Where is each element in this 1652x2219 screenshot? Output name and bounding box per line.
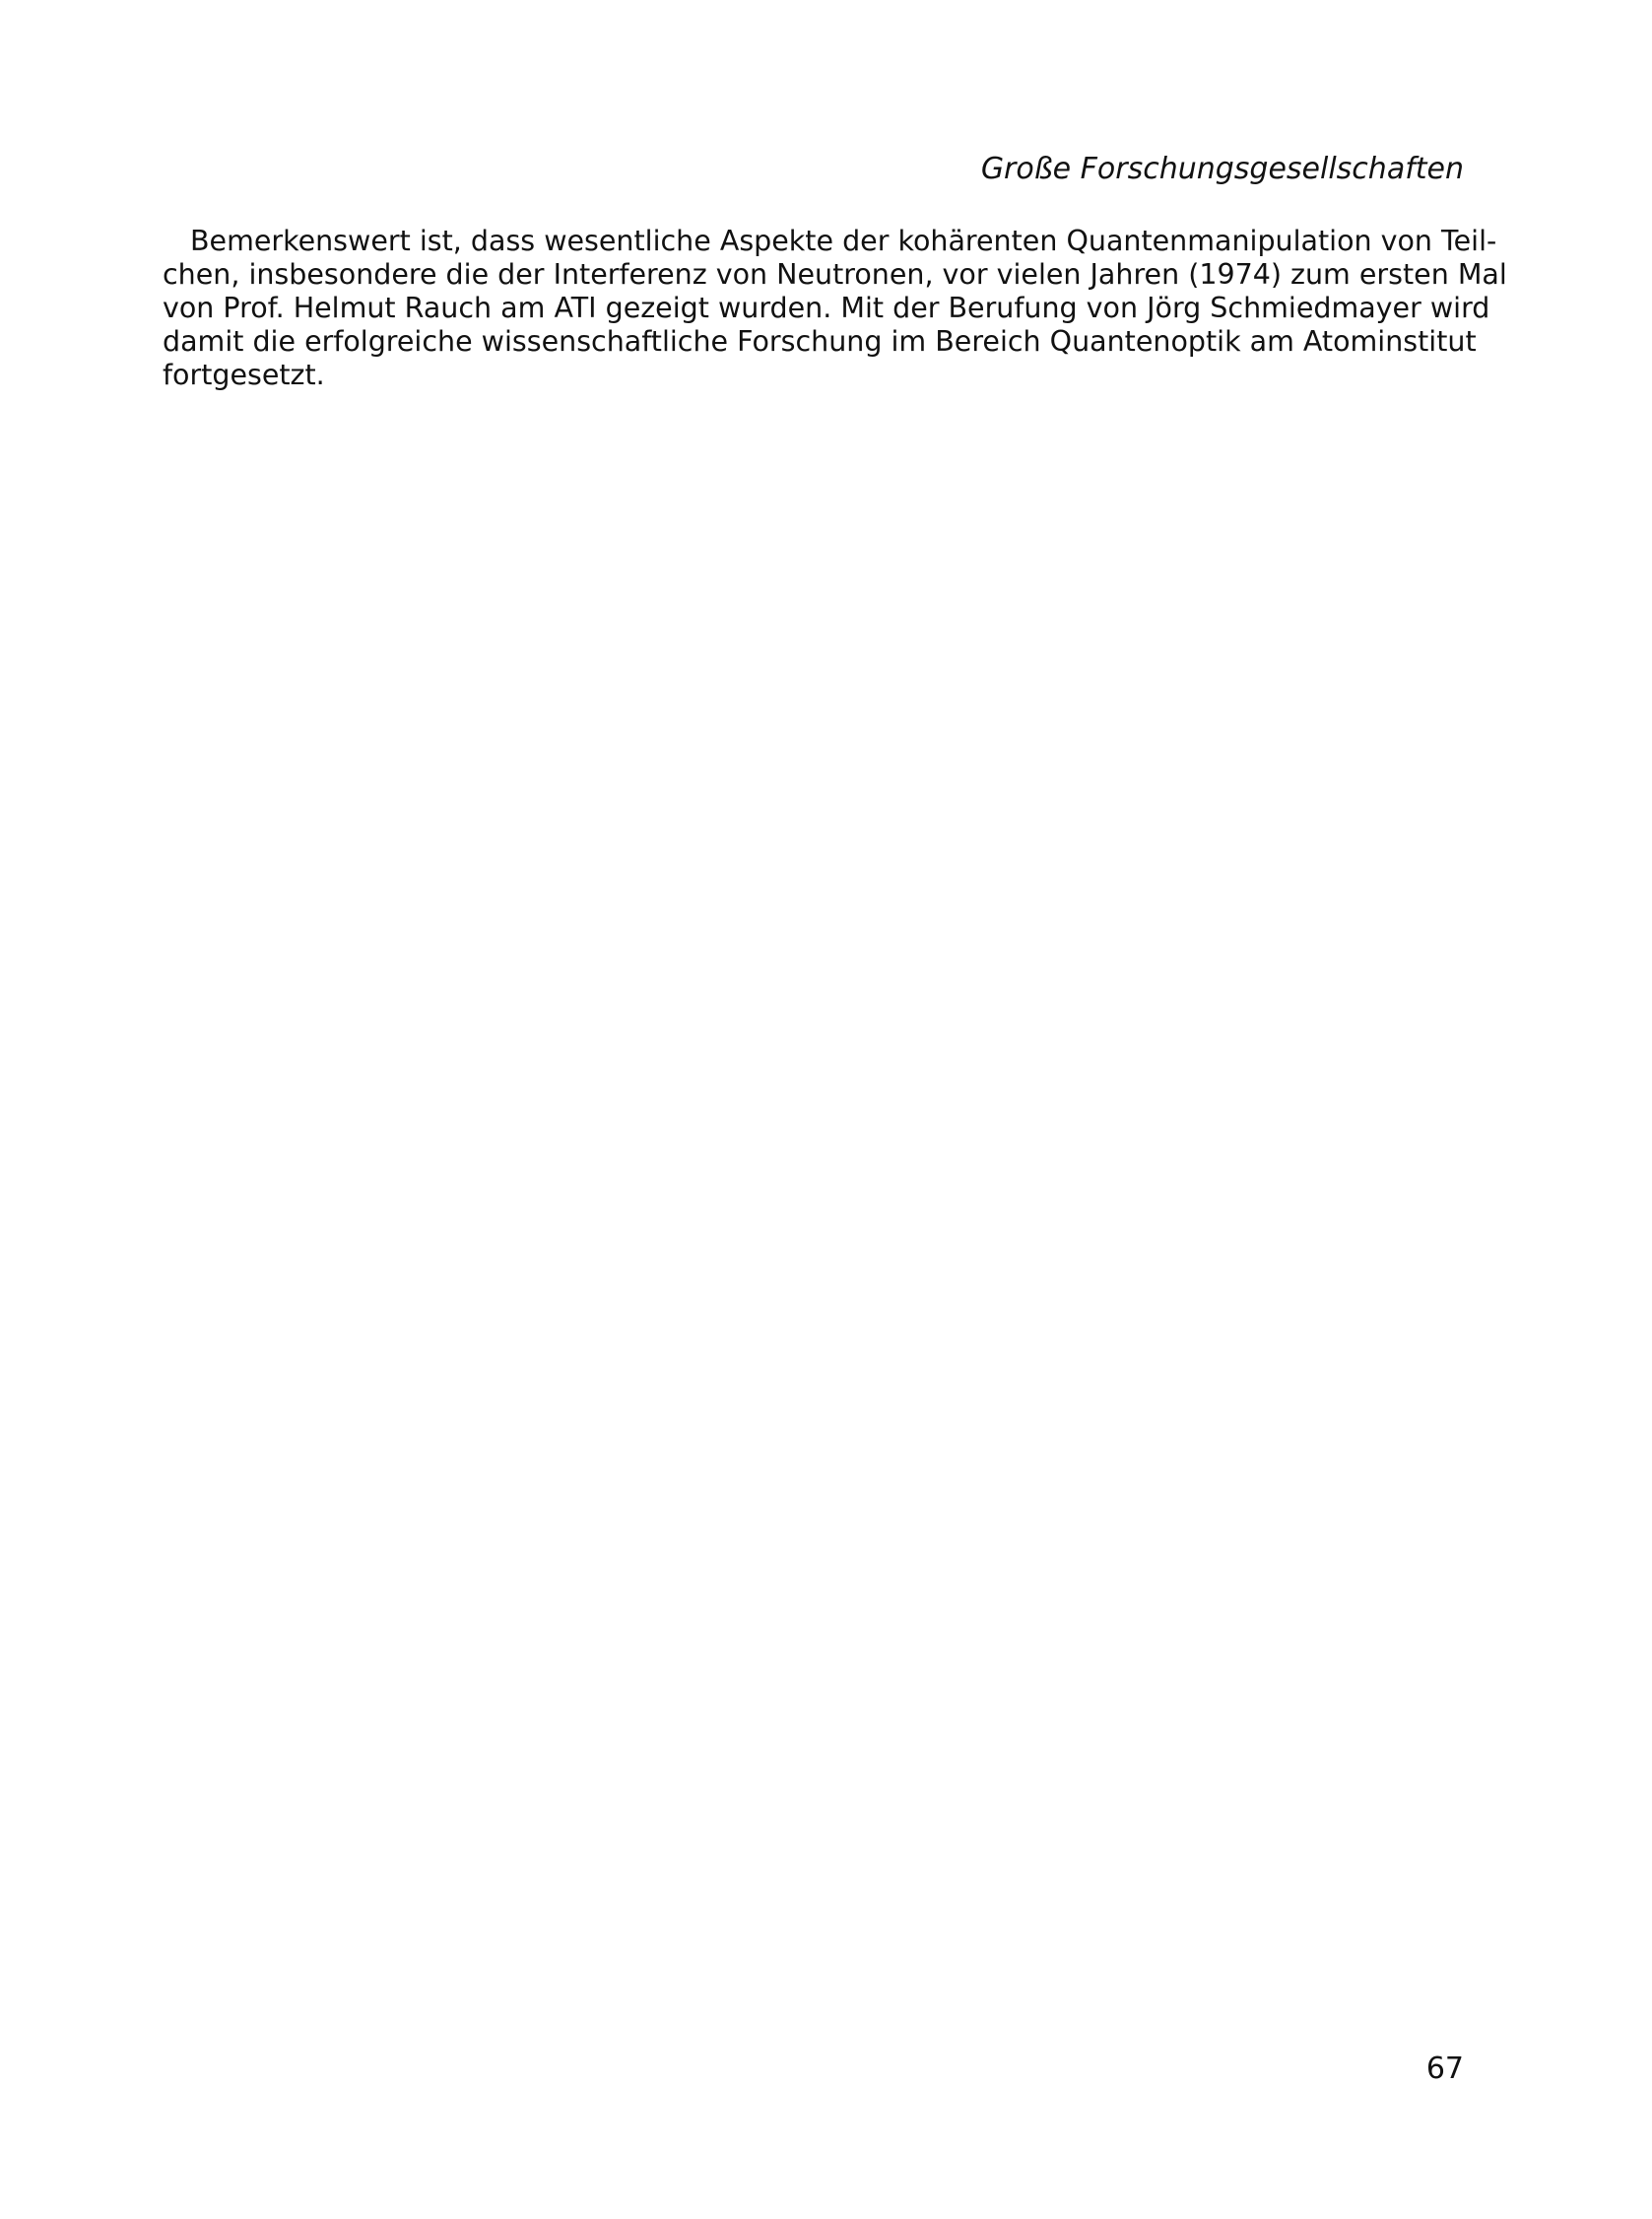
paragraph-line-3: von Prof. Helmut Rauch am ATI gezeigt wurden. Mit der Berufung von Jörg Schmiedmayer wird [163, 292, 1490, 324]
paragraph-line-5: fortgesetzt. [163, 359, 325, 391]
paragraph-line-2: chen, insbesondere die der Interferenz von Neutronen, vor vielen Jahren (1974) zum ersten Mal [163, 258, 1507, 291]
running-header: Große Forschungsgesellschaften [980, 152, 1464, 186]
body-paragraph [163, 225, 1507, 392]
paragraph-line-4: damit die erfolgreiche wissenschaftliche Forschung im Bereich Quantenoptik am Atominstitut [163, 325, 1477, 358]
paragraph-line-1: Bemerkenswert ist, dass wesentliche Aspekte der kohärenten Quantenmanipulation von Teil- [190, 225, 1497, 257]
page-number: 67 [1425, 2051, 1464, 2086]
